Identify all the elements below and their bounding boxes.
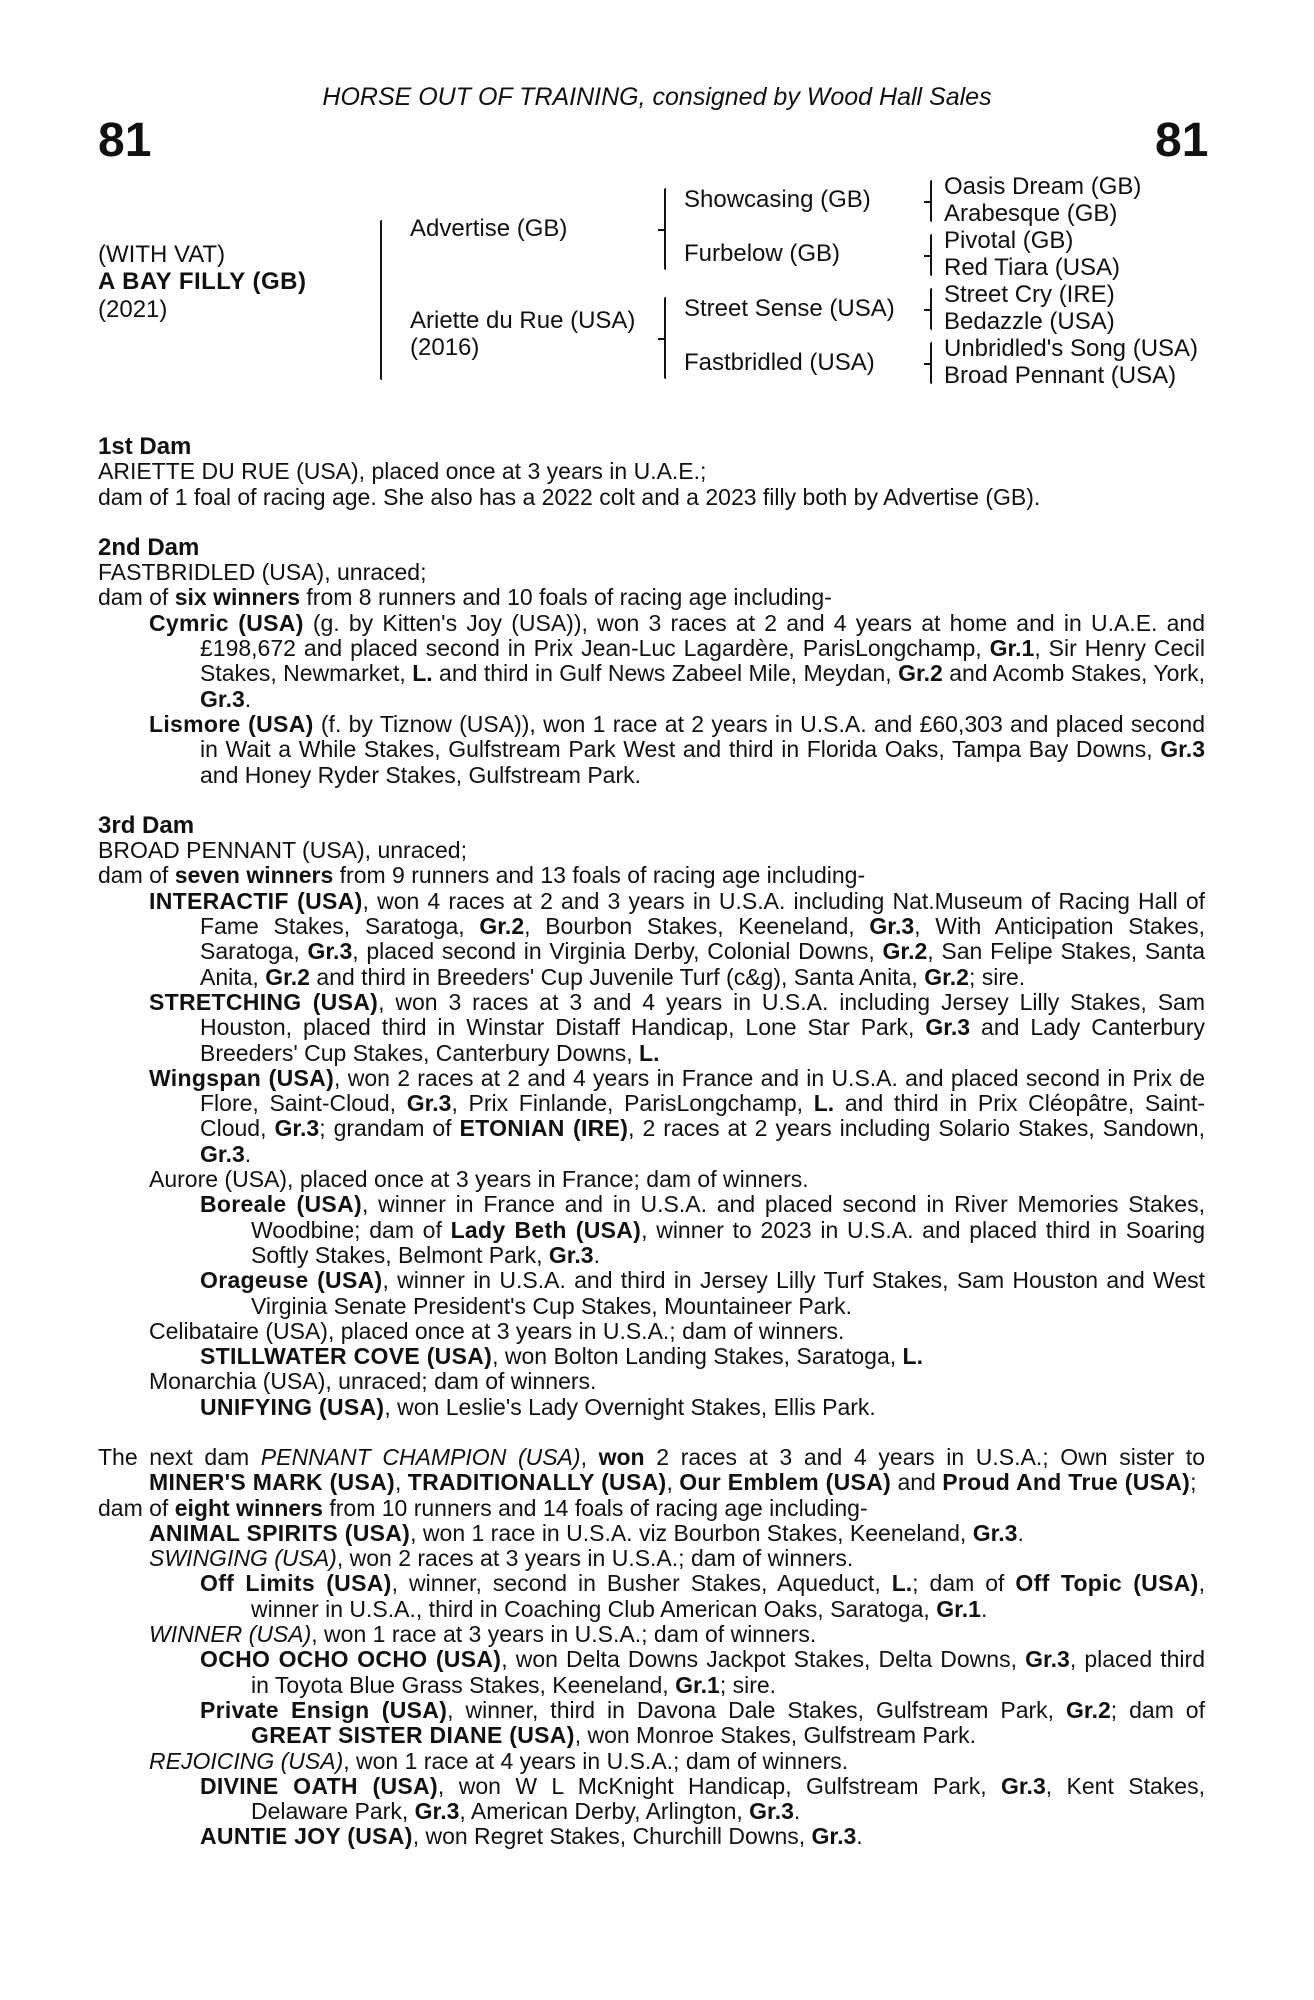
grandsire-paternal: Showcasing (GB) bbox=[684, 186, 871, 213]
vat-note: (WITH VAT) bbox=[98, 241, 226, 268]
dam-lines bbox=[98, 434, 1205, 1850]
gen3-brace-2 bbox=[930, 234, 932, 276]
first-dam-heading: 1st Dam bbox=[98, 433, 192, 460]
produce-entry: WINNER (USA), won 1 race at 3 years in U.S.A.; dam of winners. bbox=[149, 1621, 817, 1648]
produce-entry: Aurore (USA), placed once at 3 years in France; dam of winners. bbox=[149, 1166, 809, 1193]
produce-entry: Cymric (USA) (g. by Kitten's Joy (USA)), won 3 races at 2 and 4 years at home and in U.A.E. and £198,672 and placed second in Prix Jean-Luc Lagardère, ParisLongchamp, Gr.1, Sir Henry Cecil Stakes, Newmarket, L. and third in Gulf News Zabeel Mile, Meydan, Gr.2 and Acomb Stakes, York, Gr.3. bbox=[149, 609, 1205, 712]
gen3-4: Red Tiara (USA) bbox=[944, 254, 1121, 281]
third-dam-heading: 3rd Dam bbox=[98, 811, 195, 839]
produce-entry: Boreale (USA), winner in France and in U.S.A. and placed second in River Memories Stakes, Woodbine; dam of Lady Beth (USA), winner to 2023 in U.S.A. and placed third in Soaring Softly Stakes, Belmont Park, Gr.3. bbox=[200, 1191, 1206, 1268]
produce-entry: Monarchia (USA), unraced; dam of winners. bbox=[149, 1368, 597, 1395]
first-dam-text: ARIETTE DU RUE (USA), placed once at 3 years in U.A.E.; dam of 1 foal of racing age. She also has a 2022 colt and a 2023 filly both by Advertise (GB). bbox=[98, 458, 1041, 510]
sire-brace bbox=[664, 188, 666, 270]
produce-entry: Celibataire (USA), placed once at 3 years in U.S.A.; dam of winners. bbox=[149, 1317, 845, 1344]
produce-entry: Lismore (USA) (f. by Tiznow (USA)), won 1 race at 2 years in U.S.A. and £60,303 and placed second in Wait a While Stakes, Gulfstream Park West and third in Florida Oaks, Tampa Bay Downs, Gr.3 and Honey Ryder Stakes, Gulfstream Park. bbox=[149, 710, 1205, 788]
next-dam-text: The next dam PENNANT CHAMPION (USA), won 2 races at 3 and 4 years in U.S.A.; Own sister to MINER'S MARK (USA), TRADITIONALLY (USA), Our Emblem (USA) and Proud And True (USA); bbox=[98, 1443, 1205, 1496]
next-dam-summary: dam of eight winners from 10 runners and 14 foals of racing age including- bbox=[98, 1494, 868, 1521]
horse-year: (2021) bbox=[98, 296, 168, 323]
produce-entry: STILLWATER COVE (USA), won Bolton Landing Stakes, Saratoga, L. bbox=[200, 1343, 923, 1370]
produce-entry: ANIMAL SPIRITS (USA), won 1 race in U.S.A. viz Bourbon Stakes, Keeneland, Gr.3. bbox=[149, 1519, 1024, 1546]
gen3-7: Unbridled's Song (USA) bbox=[944, 335, 1199, 362]
lot-number-right: 81 bbox=[1155, 114, 1209, 167]
pedigree-brace bbox=[380, 220, 382, 380]
second-dam-heading: 2nd Dam bbox=[98, 533, 200, 561]
produce-entry: REJOICING (USA), won 1 race at 4 years in U.S.A.; dam of winners. bbox=[149, 1747, 849, 1774]
horse-name: A BAY FILLY (GB) bbox=[98, 268, 307, 295]
gen3-brace-1 bbox=[930, 180, 932, 222]
lot-number-left: 81 bbox=[98, 114, 152, 167]
gen3-brace-3 bbox=[930, 288, 932, 330]
gen3-2: Arabesque (GB) bbox=[944, 200, 1118, 227]
gen3-6: Bedazzle (USA) bbox=[944, 308, 1115, 335]
gen3-5: Street Cry (IRE) bbox=[944, 281, 1115, 308]
granddam-maternal: Fastbridled (USA) bbox=[684, 349, 875, 376]
dam-brace bbox=[664, 297, 666, 379]
granddam-paternal: Furbelow (GB) bbox=[684, 240, 841, 267]
produce-entry: UNIFYING (USA), won Leslie's Lady Overnight Stakes, Ellis Park. bbox=[200, 1393, 876, 1420]
second-dam-text: FASTBRIDLED (USA), unraced; dam of six winners from 8 runners and 10 foals of racing age including- bbox=[98, 559, 832, 611]
produce-entry: SWINGING (USA), won 2 races at 3 years in U.S.A.; dam of winners. bbox=[149, 1545, 854, 1572]
produce-entry: OCHO OCHO OCHO (USA), won Delta Downs Jackpot Stakes, Delta Downs, Gr.3, placed third in Toyota Blue Grass Stakes, Keeneland, Gr.1; sire. bbox=[200, 1646, 1205, 1698]
produce-entry: INTERACTIF (USA), won 4 races at 2 and 3 years in U.S.A. including Nat.Museum of Racing Hall of Fame Stakes, Saratoga, Gr.2, Bourbon Stakes, Keeneland, Gr.3, With Anticipation Stakes, Saratoga, Gr.3, placed second in Virginia Derby, Colonial Downs, Gr.2, San Felipe Stakes, Santa Anita, Gr.2 and third in Breeders' Cup Juvenile Turf (c&g), Santa Anita, Gr.2; sire. bbox=[149, 887, 1206, 990]
produce-entry: Private Ensign (USA), winner, third in Davona Dale Stakes, Gulfstream Park, Gr.2; dam of GREAT SISTER DIANE (USA), won Monroe Stakes, Gulfstream Park. bbox=[200, 1696, 1205, 1749]
gen3-1: Oasis Dream (GB) bbox=[944, 173, 1142, 200]
sire-name: Advertise (GB) bbox=[410, 215, 568, 242]
produce-entry: AUNTIE JOY (USA), won Regret Stakes, Churchill Downs, Gr.3. bbox=[200, 1823, 863, 1850]
produce-entry: Wingspan (USA), won 2 races at 2 and 4 years in France and in U.S.A. and placed second in Prix de Flore, Saint-Cloud, Gr.3, Prix Finlande, ParisLongchamp, L. and third in Prix Cléopâtre, Saint-Cloud, Gr.3; grandam of ETONIAN (IRE), 2 races at 2 years including Solario Stakes, Sandown, Gr.3. bbox=[149, 1064, 1206, 1167]
gen3-8: Broad Pennant (USA) bbox=[944, 362, 1177, 389]
produce-entry: Orageuse (USA), winner in U.S.A. and third in Jersey Lilly Turf Stakes, Sam Houston and West Virginia Senate President's Cup Stakes, Mountaineer Park. bbox=[200, 1267, 1206, 1319]
produce-entry: Off Limits (USA), winner, second in Busher Stakes, Aqueduct, L.; dam of Off Topic (USA), winner in U.S.A., third in Coaching Club American Oaks, Saratoga, Gr.1. bbox=[200, 1570, 1205, 1622]
catalogue-header: HORSE OUT OF TRAINING, consigned by Wood Hall Sales bbox=[322, 83, 992, 111]
gen3-brace-4 bbox=[930, 342, 932, 384]
produce-entry: DIVINE OATH (USA), won W L McKnight Handicap, Gulfstream Park, Gr.3, Kent Stakes, Delaware Park, Gr.3, American Derby, Arlington, Gr.3. bbox=[200, 1772, 1205, 1825]
gen3-3: Pivotal (GB) bbox=[944, 227, 1074, 254]
produce-entry: STRETCHING (USA), won 3 races at 3 and 4 years in U.S.A. including Jersey Lilly Stakes, Sam Houston, placed third in Winstar Distaff Handicap, Lone Star Park, Gr.3 and Lady Canterbury Breeders' Cup Stakes, Canterbury Downs, L. bbox=[149, 988, 1205, 1066]
third-dam-text: BROAD PENNANT (USA), unraced; dam of seven winners from 9 runners and 13 foals of racing age including- bbox=[98, 837, 866, 889]
dam-name: Ariette du Rue (USA) bbox=[410, 307, 636, 334]
grandsire-maternal: Street Sense (USA) bbox=[684, 295, 895, 322]
dam-year: (2016) bbox=[410, 334, 480, 361]
